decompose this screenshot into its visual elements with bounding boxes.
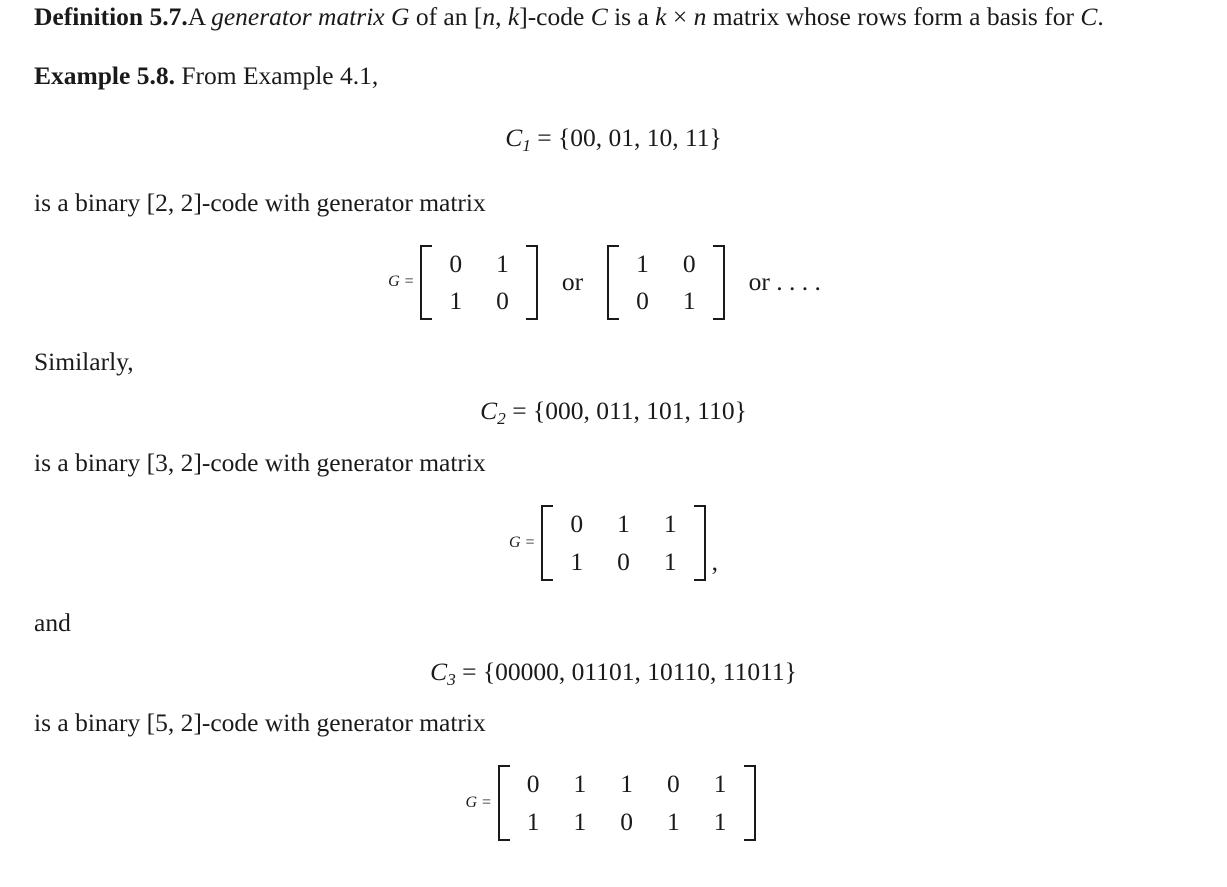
example-body: From Example 4.1, bbox=[181, 60, 379, 90]
matrix-cell: 1 bbox=[570, 546, 584, 576]
matrix-body bbox=[432, 245, 526, 321]
matrix-cell: 0 bbox=[449, 248, 463, 278]
matrix-cell: 1 bbox=[663, 546, 677, 576]
definition-text-1: A bbox=[187, 2, 212, 31]
matrix-body bbox=[553, 505, 693, 581]
matrix-cell: 1 bbox=[617, 508, 630, 538]
symbol-k-2: k bbox=[655, 2, 667, 31]
definition-text-6: matrix whose rows form a basis for bbox=[706, 2, 1081, 31]
c1-subscript: 1 bbox=[522, 135, 531, 155]
g2-lead-text: G = bbox=[509, 533, 536, 551]
symbol-C: C bbox=[590, 2, 608, 31]
g1-lead bbox=[388, 273, 414, 291]
matrix-cell: 1 bbox=[713, 769, 727, 799]
matrix-g3 bbox=[498, 765, 756, 841]
bracket-left bbox=[420, 245, 432, 321]
c3-description-text: is a binary [5, 2]-code with generator matrix bbox=[34, 708, 486, 738]
spacer bbox=[0, 93, 1227, 123]
g3-lead bbox=[465, 794, 491, 812]
matrix-cell: 0 bbox=[667, 769, 680, 799]
matrix-cell: 1 bbox=[636, 248, 649, 278]
matrix-row bbox=[432, 282, 526, 320]
bracket-right bbox=[744, 765, 756, 841]
matrix-row bbox=[553, 505, 693, 543]
example-paragraph bbox=[34, 59, 1193, 93]
spacer bbox=[0, 480, 1227, 505]
c3-equals: = bbox=[455, 656, 483, 686]
symbol-n: n bbox=[482, 2, 496, 31]
definition-period: . bbox=[1097, 2, 1104, 31]
matrix-cell: 1 bbox=[663, 508, 677, 538]
bracket-left bbox=[541, 505, 553, 581]
matrix-body bbox=[510, 765, 744, 841]
matrix-cell: 0 bbox=[496, 286, 509, 316]
matrix-cell: 1 bbox=[620, 769, 634, 799]
c3-set: {00000, 01101, 10110, 11011} bbox=[482, 656, 797, 686]
matrix-row bbox=[510, 803, 744, 841]
g1-lead-text: G = bbox=[388, 273, 415, 291]
definition-term: generator matrix bbox=[211, 2, 385, 31]
equation-c2 bbox=[0, 396, 1227, 429]
c2-symbol: C bbox=[480, 396, 498, 426]
bracket-right bbox=[694, 505, 706, 581]
spacer bbox=[0, 34, 1227, 59]
symbol-C-2: C bbox=[1080, 2, 1098, 31]
matrix-cell: 1 bbox=[449, 286, 463, 316]
c3-description bbox=[34, 706, 1193, 740]
spacer bbox=[0, 640, 1227, 657]
symbol-G: G bbox=[391, 2, 410, 31]
spacer bbox=[0, 379, 1227, 396]
spacer bbox=[0, 689, 1227, 706]
similarly-text: Similarly, bbox=[34, 347, 134, 377]
definition-text-4: ]-code bbox=[519, 2, 591, 31]
matrix-body bbox=[619, 245, 713, 321]
matrix-row bbox=[619, 245, 713, 283]
matrix-cell: 0 bbox=[526, 769, 540, 799]
equation-g1 bbox=[0, 245, 1227, 321]
matrix-cell: 1 bbox=[526, 807, 540, 837]
matrix-row bbox=[510, 765, 744, 803]
definition-paragraph bbox=[34, 0, 1193, 34]
spacer bbox=[0, 320, 1227, 345]
matrix-cell: 1 bbox=[713, 807, 727, 837]
definition-label: Definition 5.7. bbox=[34, 2, 188, 31]
or-text-1: or bbox=[561, 267, 584, 297]
bracket-left bbox=[607, 245, 619, 321]
matrix-cell: 0 bbox=[570, 508, 584, 538]
matrix-row bbox=[553, 543, 693, 581]
c1-equals: = bbox=[530, 122, 559, 152]
matrix-g2 bbox=[541, 505, 705, 581]
definition-text-5: is a bbox=[607, 2, 656, 31]
symbol-k: k bbox=[507, 2, 520, 31]
example-label: Example 5.8. bbox=[34, 60, 175, 90]
spacer bbox=[0, 740, 1227, 765]
matrix-cell: 0 bbox=[682, 248, 696, 278]
matrix-g1-b bbox=[607, 245, 725, 321]
c2-description-text: is a binary [3, 2]-code with generator matrix bbox=[34, 448, 486, 478]
similarly-paragraph bbox=[34, 345, 1193, 379]
matrix-cell: 0 bbox=[617, 546, 630, 576]
and-text: and bbox=[34, 607, 71, 637]
g2-trailing-comma: , bbox=[711, 546, 718, 576]
matrix-g1-a bbox=[420, 245, 538, 321]
or-text-2: or . . . . bbox=[748, 267, 821, 297]
c3-subscript: 3 bbox=[447, 669, 456, 689]
c1-description-text: is a binary [2, 2]-code with generator matrix bbox=[34, 187, 486, 217]
and-paragraph bbox=[34, 606, 1193, 640]
bracket-right bbox=[526, 245, 538, 321]
c1-symbol: C bbox=[505, 122, 523, 152]
matrix-cell: 0 bbox=[636, 286, 649, 316]
c1-set: {00, 01, 10, 11} bbox=[558, 122, 722, 152]
c2-subscript: 2 bbox=[497, 409, 506, 429]
bracket-left bbox=[498, 765, 510, 841]
c2-set: {000, 011, 101, 110} bbox=[532, 396, 747, 426]
spacer bbox=[0, 429, 1227, 446]
c2-description bbox=[34, 446, 1193, 480]
matrix-cell: 1 bbox=[667, 807, 680, 837]
spacer bbox=[0, 156, 1227, 186]
matrix-cell: 1 bbox=[573, 807, 587, 837]
matrix-cell: 1 bbox=[682, 286, 696, 316]
times-operator: × bbox=[666, 2, 694, 31]
g3-lead-text: G = bbox=[465, 794, 492, 812]
matrix-row bbox=[432, 245, 526, 283]
equation-c1 bbox=[0, 123, 1227, 156]
matrix-cell: 1 bbox=[573, 769, 587, 799]
definition-text-3: of an [ bbox=[409, 2, 483, 31]
example-text bbox=[34, 59, 1193, 93]
matrix-row bbox=[619, 282, 713, 320]
definition-comma: , bbox=[495, 2, 508, 31]
c1-description bbox=[34, 186, 1193, 220]
spacer bbox=[0, 581, 1227, 606]
equation-g2 bbox=[0, 505, 1227, 581]
matrix-cell: 1 bbox=[496, 248, 509, 278]
c2-equals: = bbox=[505, 396, 533, 426]
g2-lead bbox=[509, 534, 535, 552]
equation-g3 bbox=[0, 765, 1227, 841]
bracket-right bbox=[713, 245, 725, 321]
spacer bbox=[0, 220, 1227, 245]
definition-text bbox=[34, 0, 1193, 34]
symbol-n-2: n bbox=[693, 2, 707, 31]
matrix-cell: 0 bbox=[620, 807, 634, 837]
c3-symbol: C bbox=[430, 656, 448, 686]
equation-c3 bbox=[0, 657, 1227, 690]
